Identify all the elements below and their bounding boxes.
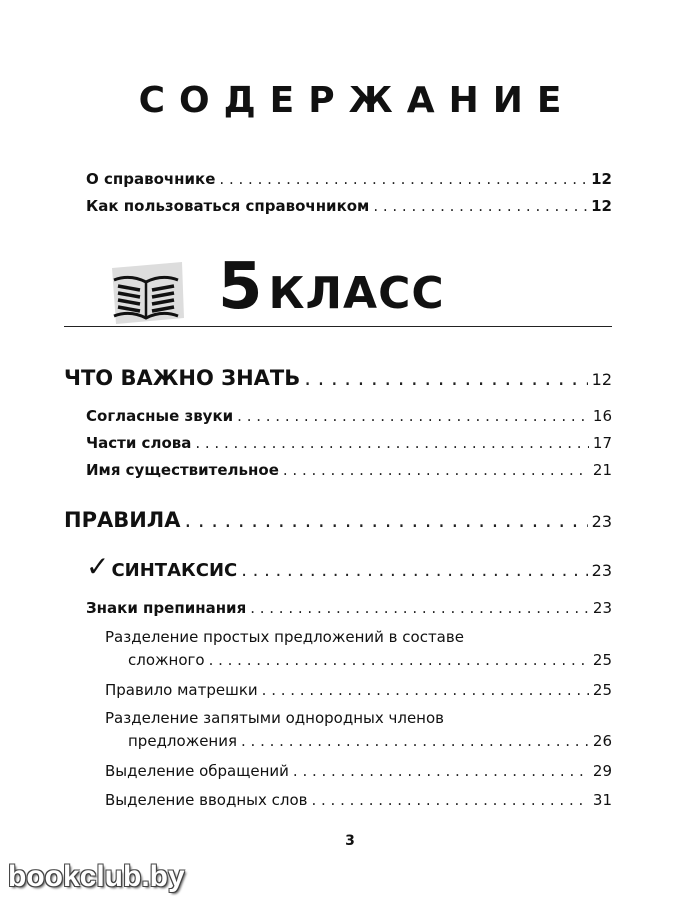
toc-entry-page: 16 bbox=[592, 407, 612, 425]
leader-dots bbox=[304, 366, 587, 390]
class-number: 5 bbox=[218, 250, 261, 324]
toc-entry-label: Знаки препинания bbox=[86, 599, 247, 617]
toc-section-label: ЧТО ВАЖНО ЗНАТЬ bbox=[64, 366, 301, 390]
divider bbox=[64, 326, 612, 327]
page-title: СОДЕРЖАНИЕ bbox=[138, 80, 576, 121]
toc-section-page: 23 bbox=[591, 512, 612, 531]
leader-dots bbox=[373, 197, 587, 215]
toc-item-label: Разделение запятыми однородных членов bbox=[105, 709, 444, 727]
leader-dots bbox=[311, 791, 588, 809]
toc-entry[interactable] bbox=[86, 599, 612, 617]
toc-entry[interactable] bbox=[86, 197, 612, 215]
toc-entry-label: Как пользоваться справочником bbox=[86, 197, 370, 215]
toc-item[interactable] bbox=[105, 762, 612, 780]
toc-entry-label: Согласные звуки bbox=[86, 407, 234, 425]
toc-item-page: 25 bbox=[592, 651, 612, 669]
page-number: 3 bbox=[345, 833, 355, 849]
toc-item-line1 bbox=[105, 628, 612, 646]
toc-item-page: 31 bbox=[592, 791, 612, 809]
toc-item-page: 29 bbox=[592, 762, 612, 780]
toc-subsection-label: СИНТАКСИС bbox=[111, 560, 238, 581]
toc-subsection[interactable] bbox=[86, 550, 612, 583]
toc-entry-page: 23 bbox=[592, 599, 612, 617]
toc-item-line1 bbox=[105, 709, 612, 727]
leader-dots bbox=[209, 651, 589, 669]
leader-dots bbox=[262, 681, 589, 699]
toc-entry-label: Имя существительное bbox=[86, 461, 279, 479]
class-word: КЛАСС bbox=[268, 268, 445, 319]
toc-item-label: Выделение обращений bbox=[105, 762, 289, 780]
toc-subsection-label-wrap bbox=[86, 550, 237, 583]
leader-dots bbox=[241, 560, 587, 581]
toc-entry-page: 21 bbox=[592, 461, 612, 479]
leader-dots bbox=[293, 762, 589, 780]
leader-dots bbox=[185, 508, 588, 532]
open-book-icon bbox=[108, 260, 186, 326]
checkmark-icon: ✓ bbox=[86, 550, 110, 583]
toc-entry-page: 12 bbox=[591, 197, 612, 215]
toc-item-label: Правило матрешки bbox=[105, 681, 258, 699]
toc-item-page: 25 bbox=[592, 681, 612, 699]
toc-item-label: предложения bbox=[128, 732, 238, 750]
leader-dots bbox=[241, 732, 589, 750]
toc-section[interactable] bbox=[64, 366, 612, 390]
toc-entry[interactable] bbox=[86, 170, 612, 188]
toc-entry-page: 17 bbox=[592, 434, 612, 452]
toc-section-page: 12 bbox=[591, 370, 612, 389]
toc-item-label: Разделение простых предложений в составе bbox=[105, 628, 464, 646]
watermark: bookclub.by bbox=[8, 860, 185, 893]
toc-item[interactable] bbox=[128, 651, 612, 669]
toc-section[interactable] bbox=[64, 508, 612, 532]
toc-entry[interactable] bbox=[86, 434, 612, 452]
leader-dots bbox=[250, 599, 589, 617]
leader-dots bbox=[237, 407, 589, 425]
toc-item[interactable] bbox=[128, 732, 612, 750]
toc-entry[interactable] bbox=[86, 461, 612, 479]
toc-section-label: ПРАВИЛА bbox=[64, 508, 181, 532]
leader-dots bbox=[219, 170, 587, 188]
toc-item[interactable] bbox=[105, 791, 612, 809]
toc-item-label: Выделение вводных слов bbox=[105, 791, 308, 809]
leader-dots bbox=[283, 461, 589, 479]
toc-entry-label: О справочнике bbox=[86, 170, 216, 188]
toc-entry[interactable] bbox=[86, 407, 612, 425]
toc-item[interactable] bbox=[105, 681, 612, 699]
toc-item-page: 26 bbox=[592, 732, 612, 750]
toc-item-label: сложного bbox=[128, 651, 205, 669]
toc-subsection-page: 23 bbox=[591, 561, 612, 580]
toc-entry-page: 12 bbox=[591, 170, 612, 188]
leader-dots bbox=[195, 434, 589, 452]
toc-entry-label: Части слова bbox=[86, 434, 192, 452]
class-heading bbox=[218, 250, 445, 324]
